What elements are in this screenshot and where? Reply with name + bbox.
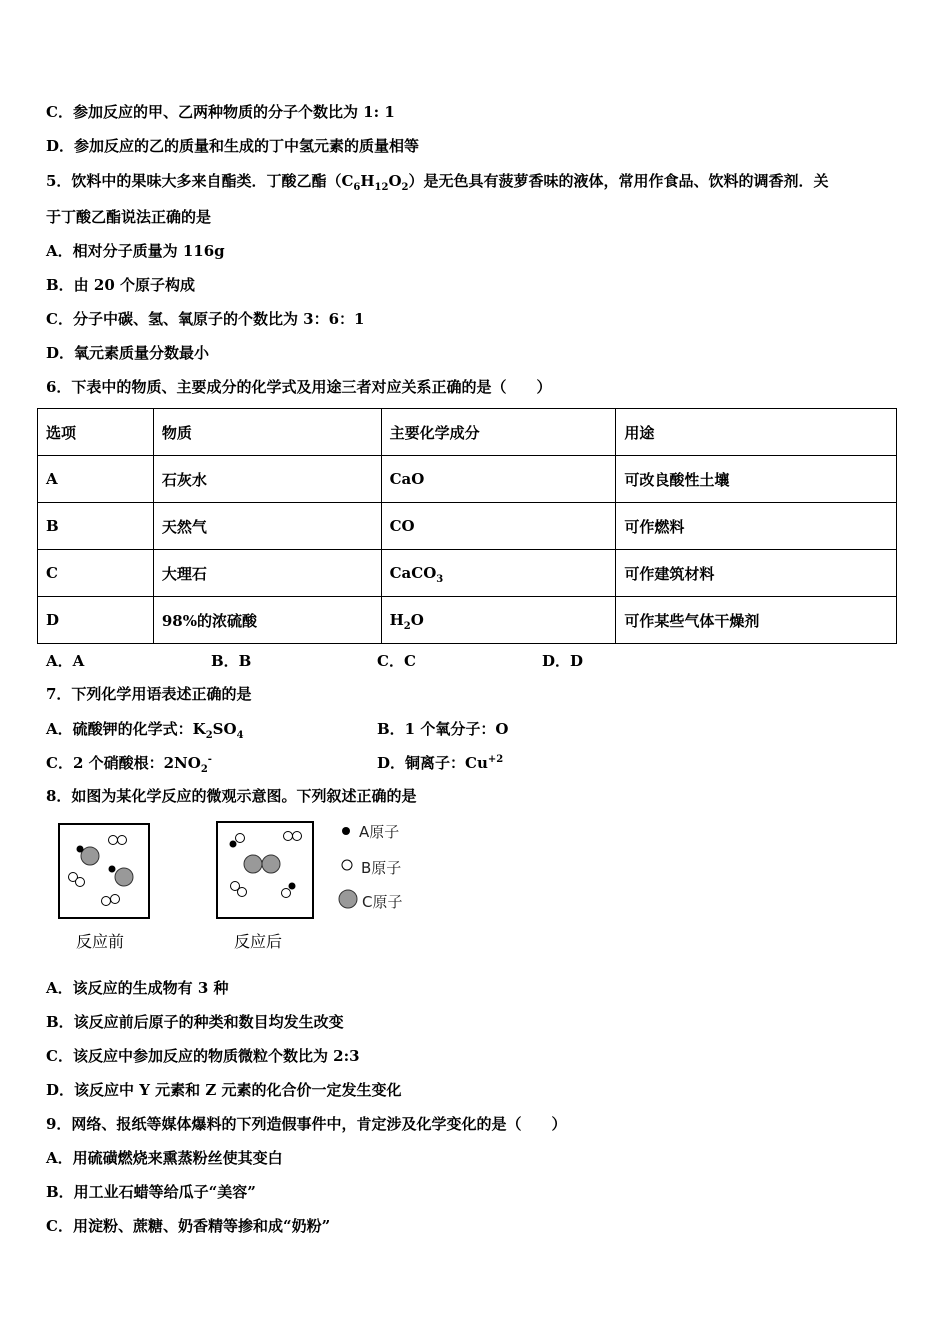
b-atom-icon — [238, 888, 247, 897]
q6-stem: 6．下表中的物质、主要成分的化学式及用途三者对应关系正确的是（ ） — [46, 378, 552, 396]
q5-option-c: C．分子中碳、氢、氧原子的个数比为 3：6：1 — [46, 310, 365, 328]
b-atom-icon — [293, 832, 302, 841]
table-header-cell: 选项 — [38, 409, 154, 456]
reaction-after-diagram — [218, 823, 312, 917]
c-atom-icon — [244, 855, 262, 873]
legend-a-atom-label: A原子 — [359, 823, 400, 841]
table-cell-substance: 石灰水 — [153, 456, 381, 503]
a-atom-icon — [109, 866, 116, 873]
q8-stem: 8．如图为某化学反应的微观示意图。下列叙述正确的是 — [46, 787, 417, 805]
b-atom-icon — [109, 836, 118, 845]
legend-b-atom-icon — [342, 860, 352, 870]
table-cell-formula: CaCO$_3$ — [381, 550, 616, 597]
table-row — [38, 597, 897, 644]
q9-stem: 9．网络、报纸等媒体爆料的下列造假事件中，肯定涉及化学变化的是（ ） — [46, 1115, 567, 1133]
a-atom-icon — [230, 841, 237, 848]
table-cell-option: B — [38, 503, 154, 550]
a-atom-icon — [77, 846, 84, 853]
q5-stem-line2: 于丁酸乙酯说法正确的是 — [46, 208, 212, 226]
q6-answer-d: D．D — [542, 652, 584, 670]
q8-option-d: D．该反应中 Y 元素和 Z 元素的化合价一定发生变化 — [46, 1081, 402, 1099]
b-atom-icon — [282, 889, 291, 898]
q6-table — [37, 408, 897, 644]
label-after-reaction: 反应后 — [234, 932, 283, 951]
table-row — [38, 550, 897, 597]
q7-stem: 7．下列化学用语表述正确的是 — [46, 685, 252, 703]
b-atom-icon — [236, 834, 245, 843]
q4-option-d: D．参加反应的乙的质量和生成的丁中氢元素的质量相等 — [46, 137, 420, 155]
legend-c-atom-icon — [339, 890, 357, 908]
q7-option-b: B．1 个氧分子：O — [377, 720, 509, 738]
table-header-cell: 主要化学成分 — [381, 409, 616, 456]
b-atom-icon — [111, 895, 120, 904]
q6-answer-c: C．C — [377, 652, 416, 670]
table-header-cell: 用途 — [616, 409, 897, 456]
table-row — [38, 456, 897, 503]
c-atom-icon — [81, 847, 99, 865]
q5-option-a: A．相对分子质量为 116g — [46, 242, 225, 260]
reaction-before-box — [58, 823, 150, 919]
legend-a-atom-icon — [342, 827, 350, 835]
q7-option-d: D．铜离子：$Cu^{+2}$ — [377, 754, 504, 772]
label-before-reaction: 反应前 — [76, 932, 125, 951]
table-cell-formula: CO — [381, 503, 616, 550]
q4-option-c: C．参加反应的甲、乙两种物质的分子个数比为 1: 1 — [46, 103, 395, 121]
table-cell-use: 可作建筑材料 — [616, 550, 897, 597]
b-atom-icon — [118, 836, 127, 845]
reaction-before-diagram — [60, 825, 148, 917]
table-cell-use: 可作某些气体干燥剂 — [616, 597, 897, 644]
table-header-cell: 物质 — [153, 409, 381, 456]
q9-option-b: B．用工业石蜡等给瓜子“美容” — [46, 1183, 256, 1201]
b-atom-icon — [102, 897, 111, 906]
table-header-row — [38, 409, 897, 456]
table-cell-option: C — [38, 550, 154, 597]
b-atom-icon — [284, 832, 293, 841]
q6-answer-b: B．B — [211, 652, 252, 670]
table-cell-substance: 大理石 — [153, 550, 381, 597]
b-atom-icon — [76, 878, 85, 887]
table-cell-substance: 98%的浓硫酸 — [153, 597, 381, 644]
table-cell-option: A — [38, 456, 154, 503]
q7-option-a: A．硫酸钾的化学式：$K_2SO_4$ — [46, 720, 244, 741]
q9-option-c: C．用淀粉、蔗糖、奶香精等掺和成“奶粉” — [46, 1217, 331, 1235]
table-cell-use: 可改良酸性土壤 — [616, 456, 897, 503]
reaction-after-box — [216, 821, 314, 919]
table-cell-formula: CaO — [381, 456, 616, 503]
q8-option-a: A．该反应的生成物有 3 种 — [46, 979, 229, 997]
table-cell-use: 可作燃料 — [616, 503, 897, 550]
q8-option-b: B．该反应前后原子的种类和数目均发生改变 — [46, 1013, 344, 1031]
q5-option-b: B．由 20 个原子构成 — [46, 276, 195, 294]
table-cell-formula: $H_2O$ — [381, 597, 616, 644]
table-cell-option: D — [38, 597, 154, 644]
q5-stem: 5．饮料中的果味大多来自酯类．丁酸乙酯$(C_6H_{12}O_2)$是无色具有菠萝香味的液体，常用作食品、饮料的调香剂．关 — [46, 172, 829, 193]
q5-option-d: D．氧元素质量分数最小 — [46, 344, 210, 362]
legend-c-atom-label: C原子 — [362, 893, 403, 911]
q9-option-a: A．用硫磺燃烧来熏蒸粉丝使其变白 — [46, 1149, 283, 1167]
table-row — [38, 503, 897, 550]
q8-option-c: C．该反应中参加反应的物质微粒个数比为 2:3 — [46, 1047, 360, 1065]
a-atom-icon — [289, 883, 296, 890]
c-atom-icon — [262, 855, 280, 873]
legend-b-atom-label: B原子 — [361, 859, 402, 877]
q6-answer-a: A．A — [46, 652, 85, 670]
c-atom-icon — [115, 868, 133, 886]
q7-option-c: C．2 个硝酸根：$2NO_2^-$ — [46, 754, 212, 775]
table-cell-substance: 天然气 — [153, 503, 381, 550]
